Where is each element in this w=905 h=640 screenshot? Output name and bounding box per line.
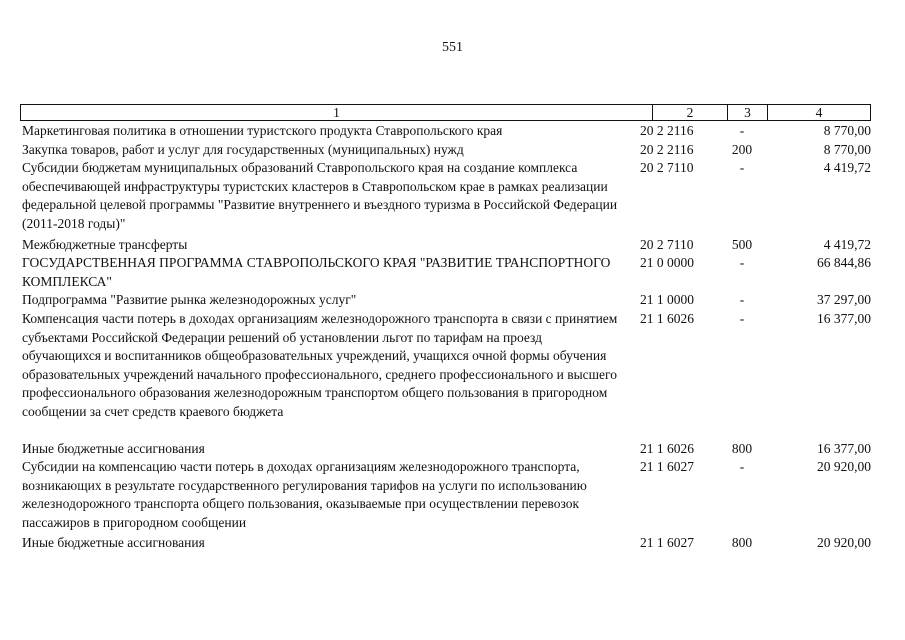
table-row	[22, 440, 871, 459]
row-name: Маркетинговая политика в отношении туристского продукта Ставропольского края	[22, 123, 503, 138]
table-row	[22, 534, 871, 553]
table-row	[22, 159, 871, 233]
row-type: 200	[731, 141, 753, 157]
column-header-3: 3	[728, 105, 768, 120]
table-row	[22, 291, 871, 310]
row-sum: 4 419,72	[823, 160, 871, 176]
row-code: 20 2 7110	[640, 160, 694, 176]
row-type: -	[739, 292, 745, 308]
table-header	[20, 104, 871, 121]
row-name: Подпрограмма "Развитие рынка железнодорожных услуг"	[22, 292, 357, 308]
column-header-4: 4	[815, 105, 823, 120]
row-name: Закупка товаров, работ и услуг для государственных (муниципальных) нужд	[22, 141, 464, 157]
row-type: -	[739, 310, 745, 326]
table-body	[22, 122, 871, 553]
row-code: 21 1 0000	[640, 292, 694, 308]
row-code: 21 0 0000	[640, 255, 694, 271]
table-row	[22, 310, 871, 422]
row-name: Компенсация части потерь в доходах организациям железнодорожного транспорта в связи с принятием субъектами Российской Федерации решений об установлении льгот по тарифам на проезд обучающихся и воспитанников общеобразовательных учреждений, учащихся очной формы обучения образовательных учреждений начального профессионального, среднего профессионального и высшего профессионального образования железнодорожным транспортом общего пользования в пригородном сообщении за счет средств краевого бюджета	[22, 310, 618, 419]
column-header-1: 1	[21, 105, 653, 120]
row-sum: 20 920,00	[817, 459, 871, 475]
row-sum: 37 297,00	[817, 292, 871, 308]
table-row	[22, 122, 871, 141]
row-code: 20 2 7110	[640, 236, 694, 252]
row-name: Межбюджетные трансферты	[22, 236, 188, 252]
table-row	[22, 458, 871, 532]
row-sum: 4 419,72	[823, 236, 871, 252]
table-row	[22, 141, 871, 160]
row-sum: 16 377,00	[817, 440, 871, 456]
row-code: 21 1 6026	[640, 440, 694, 456]
row-type: 800	[731, 535, 753, 551]
row-name: Субсидии бюджетам муниципальных образований Ставропольского края на создание комплекса обеспечивающей инфраструктуры туристских кластеров в Ставропольском крае в рамках реализации федеральной целевой программы "Развитие внутреннего и въездного туризма в Российской Федерации (2011-2018 годы)"	[22, 160, 618, 231]
row-code: 21 1 6027	[640, 459, 694, 475]
row-code: 21 1 6027	[640, 535, 694, 551]
row-name: ГОСУДАРСТВЕННАЯ ПРОГРАММА СТАВРОПОЛЬСКОГО КРАЯ "РАЗВИТИЕ ТРАНСПОРТНОГО КОМПЛЕКСА"	[22, 255, 611, 289]
row-name: Иные бюджетные ассигнования	[22, 440, 205, 456]
row-sum: 8 770,00	[823, 123, 871, 138]
row-type: -	[739, 160, 745, 176]
row-sum: 20 920,00	[817, 535, 871, 551]
row-code: 20 2 2116	[640, 141, 694, 157]
row-type: 500	[731, 236, 753, 252]
column-header-2: 2	[653, 105, 728, 120]
row-name: Субсидии на компенсацию части потерь в доходах организациям железнодорожного транспорта, возникающих в результате государственного регулирования тарифов на услуги по использованию железнодорожного транспорта общего пользования, оказываемые при осуществлении перевозок пассажиров в пригородном сообщении	[22, 459, 587, 530]
row-code: 21 1 6026	[640, 310, 694, 326]
row-name: Иные бюджетные ассигнования	[22, 535, 205, 551]
row-type: -	[739, 459, 745, 475]
row-sum: 8 770,00	[823, 141, 871, 157]
row-type: -	[739, 123, 745, 138]
table-row	[22, 236, 871, 255]
row-type: 800	[731, 440, 753, 456]
page-number: 551	[442, 40, 463, 55]
table-row	[22, 254, 871, 291]
row-type: -	[739, 255, 745, 271]
row-sum: 66 844,86	[817, 255, 871, 271]
row-sum: 16 377,00	[817, 310, 871, 326]
row-code: 20 2 2116	[640, 123, 694, 138]
